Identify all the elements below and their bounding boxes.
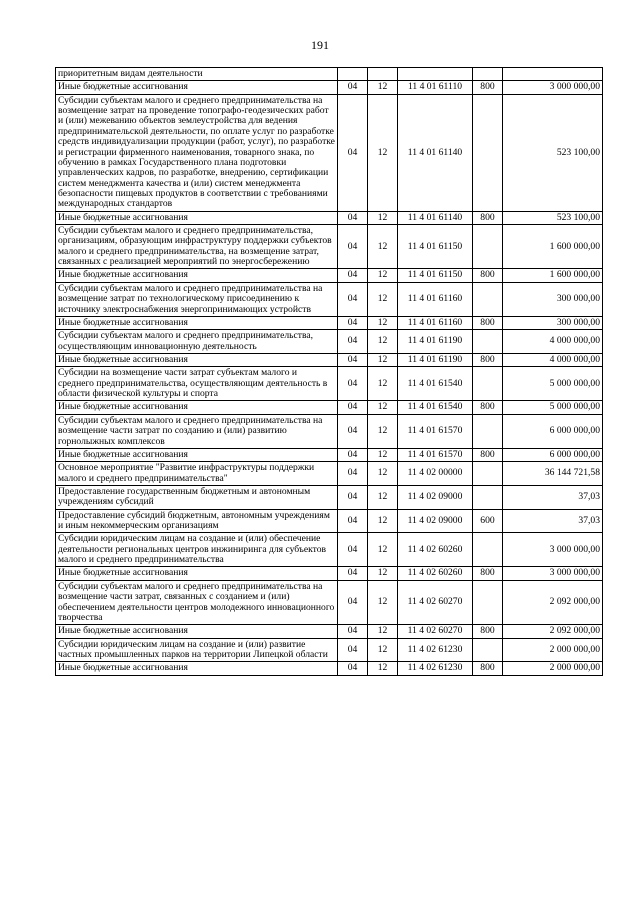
row-target-code-cell: 11 4 01 61110 (398, 81, 473, 94)
row-name-cell: Иные бюджетные ассигнования (56, 269, 338, 282)
row-amount-cell: 6 000 000,00 (503, 414, 603, 448)
row-section-cell: 04 (338, 567, 368, 580)
table-row (56, 414, 603, 448)
row-target-code-cell: 11 4 02 61230 (398, 662, 473, 675)
row-expense-type-cell (473, 638, 503, 662)
row-expense-type-cell (473, 282, 503, 316)
table-row (56, 567, 603, 580)
row-expense-type-cell (473, 367, 503, 401)
row-subsection-cell: 12 (368, 485, 398, 509)
row-target-code-cell: 11 4 01 61160 (398, 282, 473, 316)
table-row (56, 625, 603, 638)
row-target-code-cell: 11 4 01 61140 (398, 94, 473, 211)
row-section-cell: 04 (338, 81, 368, 94)
row-subsection-cell: 12 (368, 94, 398, 211)
row-expense-type-cell: 800 (473, 567, 503, 580)
row-expense-type-cell: 800 (473, 269, 503, 282)
row-expense-type-cell (473, 485, 503, 509)
row-name-cell: Субсидии субъектам малого и среднего предпринимательства на возмещение части затрат по созданию и (или) развитию горнолыжных комплексов (56, 414, 338, 448)
row-expense-type-cell: 800 (473, 316, 503, 329)
table-row (56, 282, 603, 316)
row-target-code-cell: 11 4 01 61570 (398, 414, 473, 448)
row-name-cell: Субсидии субъектам малого и среднего предпринимательства, осуществляющим инновационную деятельность (56, 330, 338, 354)
row-amount-cell: 2 000 000,00 (503, 638, 603, 662)
row-expense-type-cell (473, 462, 503, 486)
row-amount-cell: 4 000 000,00 (503, 330, 603, 354)
row-section-cell: 04 (338, 225, 368, 269)
row-amount-cell: 2 092 000,00 (503, 625, 603, 638)
row-name-cell: Иные бюджетные ассигнования (56, 316, 338, 329)
row-expense-type-cell (473, 533, 503, 567)
row-target-code-cell: 11 4 02 09000 (398, 485, 473, 509)
row-section-cell: 04 (338, 316, 368, 329)
row-expense-type-cell: 800 (473, 401, 503, 414)
row-section-cell: 04 (338, 509, 368, 533)
row-name-cell: Основное мероприятие "Развитие инфраструктуры поддержки малого и среднего предпринимательства" (56, 462, 338, 486)
table-row (56, 330, 603, 354)
row-amount-cell: 523 100,00 (503, 211, 603, 224)
row-name-cell: Предоставление субсидий бюджетным, автономным учреждениям и иным некоммерческим организациям (56, 509, 338, 533)
row-section-cell: 04 (338, 462, 368, 486)
row-subsection-cell: 12 (368, 533, 398, 567)
table-row (56, 448, 603, 461)
row-name-cell: Субсидии юридическим лицам на создание и (или) обеспечение деятельности региональных центров инжиниринга для субъектов малого и среднего предпринимательства (56, 533, 338, 567)
row-subsection-cell: 12 (368, 462, 398, 486)
row-name-cell: Иные бюджетные ассигнования (56, 448, 338, 461)
row-subsection-cell: 12 (368, 567, 398, 580)
table-row (56, 269, 603, 282)
row-expense-type-cell: 800 (473, 662, 503, 675)
table-row (56, 638, 603, 662)
row-name-cell: Иные бюджетные ассигнования (56, 662, 338, 675)
row-section-cell: 04 (338, 269, 368, 282)
table-row (56, 225, 603, 269)
row-section-cell: 04 (338, 353, 368, 366)
table-row (56, 211, 603, 224)
row-amount-cell: 3 000 000,00 (503, 533, 603, 567)
table-row (56, 462, 603, 486)
row-target-code-cell: 11 4 02 61230 (398, 638, 473, 662)
row-expense-type-cell (473, 330, 503, 354)
row-target-code-cell: 11 4 01 61540 (398, 401, 473, 414)
row-expense-type-cell (473, 94, 503, 211)
row-section-cell: 04 (338, 414, 368, 448)
row-expense-type-cell: 800 (473, 353, 503, 366)
page-number: 191 (311, 38, 329, 52)
row-section-cell: 04 (338, 580, 368, 624)
row-subsection-cell: 12 (368, 414, 398, 448)
row-target-code-cell: 11 4 02 09000 (398, 509, 473, 533)
row-subsection-cell: 12 (368, 625, 398, 638)
row-section-cell: 04 (338, 662, 368, 675)
row-amount-cell: 5 000 000,00 (503, 367, 603, 401)
row-name-cell: Субсидии на возмещение части затрат субъектам малого и среднего предпринимательства, осуществляющим деятельность в области физической культуры и спорта (56, 367, 338, 401)
row-target-code-cell: 11 4 02 60270 (398, 625, 473, 638)
row-subsection-cell (368, 68, 398, 81)
row-target-code-cell: 11 4 02 60270 (398, 580, 473, 624)
row-subsection-cell: 12 (368, 509, 398, 533)
table-row (56, 81, 603, 94)
row-name-cell: Иные бюджетные ассигнования (56, 567, 338, 580)
row-target-code-cell: 11 4 02 00000 (398, 462, 473, 486)
table-row (56, 533, 603, 567)
row-subsection-cell: 12 (368, 316, 398, 329)
row-subsection-cell: 12 (368, 367, 398, 401)
table-row (56, 662, 603, 675)
row-name-cell: Иные бюджетные ассигнования (56, 625, 338, 638)
row-amount-cell: 3 000 000,00 (503, 81, 603, 94)
row-name-cell: Иные бюджетные ассигнования (56, 211, 338, 224)
table-row (56, 367, 603, 401)
row-subsection-cell: 12 (368, 330, 398, 354)
row-subsection-cell: 12 (368, 225, 398, 269)
row-target-code-cell: 11 4 02 60260 (398, 567, 473, 580)
budget-table (55, 67, 603, 676)
row-amount-cell: 300 000,00 (503, 282, 603, 316)
row-name-cell: Субсидии субъектам малого и среднего предпринимательства на возмещение части затрат, связанных с созданием и (или) обеспечением деятельности центров молодежного инновационного творчества (56, 580, 338, 624)
row-target-code-cell: 11 4 02 60260 (398, 533, 473, 567)
row-amount-cell: 300 000,00 (503, 316, 603, 329)
table-row (56, 485, 603, 509)
row-name-cell: приоритетным видам деятельности (56, 68, 338, 81)
row-expense-type-cell (473, 68, 503, 81)
table-row (56, 401, 603, 414)
row-name-cell: Субсидии субъектам малого и среднего предпринимательства на возмещение затрат на проведение топографо-геодезических работ и (или) межеванию объектов землеустройства для ведения предпринимательской деятельности, по оплате услуг по разработке средств индивидуализации продукции (работ, услуг), по разработке и регистрации фирменного наименования, товарного знака, по обучению в рамках Государственного плана подготовки управленческих кадров, по разработке, внедрению, сертификации систем менеджмента качества и (или) систем менеджмента безопасности пищевых продуктов в соответствии с требованиями международных стандартов (56, 94, 338, 211)
row-name-cell: Предоставление государственным бюджетным и автономным учреждениям субсидий (56, 485, 338, 509)
row-section-cell: 04 (338, 638, 368, 662)
row-subsection-cell: 12 (368, 580, 398, 624)
row-expense-type-cell (473, 580, 503, 624)
table-row (56, 353, 603, 366)
row-target-code-cell: 11 4 01 61160 (398, 316, 473, 329)
row-subsection-cell: 12 (368, 638, 398, 662)
row-subsection-cell: 12 (368, 211, 398, 224)
row-amount-cell: 6 000 000,00 (503, 448, 603, 461)
row-section-cell: 04 (338, 448, 368, 461)
row-section-cell: 04 (338, 282, 368, 316)
row-section-cell: 04 (338, 485, 368, 509)
row-section-cell (338, 68, 368, 81)
table-row (56, 580, 603, 624)
row-amount-cell: 5 000 000,00 (503, 401, 603, 414)
row-target-code-cell: 11 4 01 61570 (398, 448, 473, 461)
row-subsection-cell: 12 (368, 401, 398, 414)
table-row (56, 68, 603, 81)
row-expense-type-cell: 800 (473, 211, 503, 224)
row-amount-cell: 2 000 000,00 (503, 662, 603, 675)
row-section-cell: 04 (338, 211, 368, 224)
row-subsection-cell: 12 (368, 269, 398, 282)
row-amount-cell: 37,03 (503, 485, 603, 509)
row-expense-type-cell: 600 (473, 509, 503, 533)
row-section-cell: 04 (338, 533, 368, 567)
table-row (56, 316, 603, 329)
row-target-code-cell: 11 4 01 61150 (398, 225, 473, 269)
row-subsection-cell: 12 (368, 282, 398, 316)
row-amount-cell: 3 000 000,00 (503, 567, 603, 580)
row-section-cell: 04 (338, 625, 368, 638)
row-subsection-cell: 12 (368, 448, 398, 461)
row-target-code-cell: 11 4 01 61140 (398, 211, 473, 224)
row-amount-cell: 1 600 000,00 (503, 225, 603, 269)
row-amount-cell (503, 68, 603, 81)
row-name-cell: Субсидии юридическим лицам на создание и (или) развитие частных промышленных парков на территории Липецкой области (56, 638, 338, 662)
row-amount-cell: 523 100,00 (503, 94, 603, 211)
row-name-cell: Субсидии субъектам малого и среднего предпринимательства, организациям, образующим инфраструктуру поддержки субъектов малого и среднего предпринимательства, на возмещение затрат, связанных с реализацией мероприятий по энергосбережению (56, 225, 338, 269)
row-name-cell: Субсидии субъектам малого и среднего предпринимательства на возмещение затрат по технологическому присоединению к источнику электроснабжения энергопринимающих устройств (56, 282, 338, 316)
row-target-code-cell: 11 4 01 61540 (398, 367, 473, 401)
row-amount-cell: 2 092 000,00 (503, 580, 603, 624)
table-row (56, 94, 603, 211)
row-name-cell: Иные бюджетные ассигнования (56, 81, 338, 94)
row-section-cell: 04 (338, 401, 368, 414)
row-expense-type-cell (473, 414, 503, 448)
row-subsection-cell: 12 (368, 662, 398, 675)
table-row (56, 509, 603, 533)
row-amount-cell: 4 000 000,00 (503, 353, 603, 366)
row-expense-type-cell: 800 (473, 81, 503, 94)
row-section-cell: 04 (338, 94, 368, 211)
row-expense-type-cell (473, 225, 503, 269)
row-expense-type-cell: 800 (473, 625, 503, 638)
row-name-cell: Иные бюджетные ассигнования (56, 353, 338, 366)
row-subsection-cell: 12 (368, 353, 398, 366)
row-subsection-cell: 12 (368, 81, 398, 94)
row-amount-cell: 1 600 000,00 (503, 269, 603, 282)
row-amount-cell: 37,03 (503, 509, 603, 533)
row-amount-cell: 36 144 721,58 (503, 462, 603, 486)
row-target-code-cell (398, 68, 473, 81)
row-target-code-cell: 11 4 01 61190 (398, 330, 473, 354)
row-target-code-cell: 11 4 01 61150 (398, 269, 473, 282)
budget-table-body (56, 68, 603, 676)
row-name-cell: Иные бюджетные ассигнования (56, 401, 338, 414)
row-section-cell: 04 (338, 367, 368, 401)
row-target-code-cell: 11 4 01 61190 (398, 353, 473, 366)
row-section-cell: 04 (338, 330, 368, 354)
row-expense-type-cell: 800 (473, 448, 503, 461)
